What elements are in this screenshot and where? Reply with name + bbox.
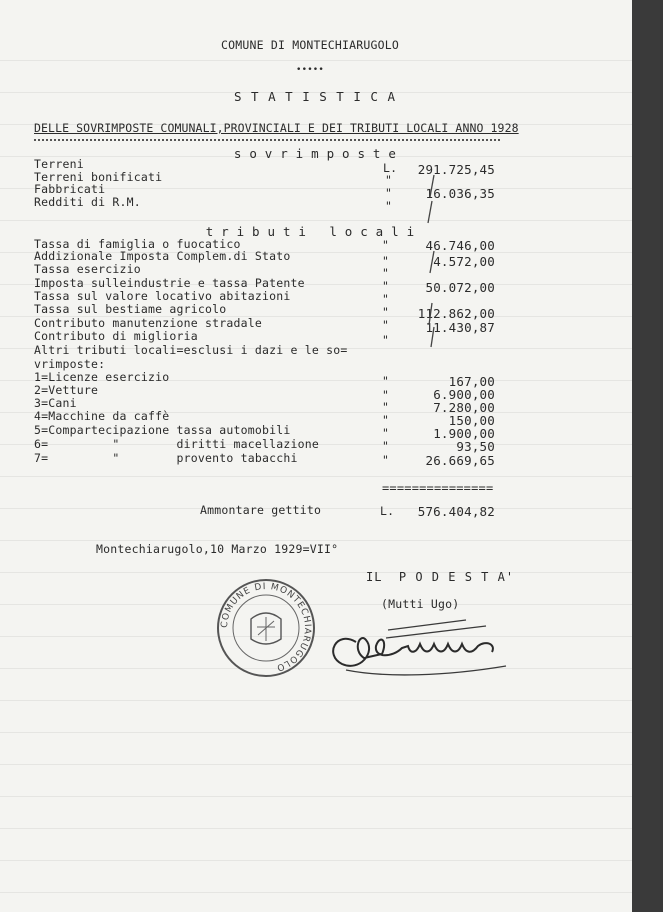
row-amount: 26.669,65 — [425, 453, 495, 468]
row-label: 7= " provento tabacchi — [34, 451, 298, 465]
row-label: 5=Compartecipazione tassa automobili — [34, 423, 291, 437]
row-label: 4=Macchine da caffè — [34, 409, 170, 423]
row-amount: 11.430,87 — [425, 320, 495, 335]
row-amount: 16.036,35 — [425, 186, 495, 201]
pencil-check-marks — [410, 165, 450, 475]
row-amount: 4.572,00 — [433, 254, 495, 269]
row-amount: 6.900,00 — [433, 387, 495, 402]
document-title: S T A T I S T I C A — [234, 89, 396, 104]
row-currency: " — [382, 413, 390, 427]
handwritten-signature — [316, 597, 516, 690]
row-label: Contributo di miglioria — [34, 329, 198, 343]
row-currency: " — [382, 439, 390, 453]
row-currency: " — [382, 305, 390, 319]
row-label: 1=Licenze esercizio — [34, 370, 170, 384]
separator-line: =============== — [382, 481, 494, 495]
row-label: Contributo manutenzione stradale — [34, 316, 262, 330]
row-label: Addizionale Imposta Complem.di Stato — [34, 249, 291, 263]
row-amount: 93,50 — [456, 439, 495, 454]
row-amount: 46.746,00 — [425, 238, 495, 253]
row-currency: L. — [383, 161, 398, 175]
row-currency: " — [382, 453, 390, 467]
row-currency: " — [382, 292, 390, 306]
row-amount: 1.900,00 — [433, 426, 495, 441]
row-currency: " — [385, 199, 393, 213]
row-currency: " — [382, 238, 390, 252]
sovrimposte-heading: s o v r i m p o s t e — [233, 146, 397, 161]
row-label: 2=Vetture — [34, 383, 99, 397]
row-amount: 291.725,45 — [417, 162, 495, 177]
row-label: Tassa esercizio — [34, 262, 141, 276]
row-amount: 112.862,00 — [417, 306, 495, 321]
row-currency: " — [385, 186, 393, 200]
row-label: Tassa sul bestiame agricolo — [34, 302, 227, 316]
row-label: Terreni — [34, 157, 84, 171]
podesta-name: (Mutti Ugo) — [381, 597, 460, 611]
comune-heading: COMUNE DI MONTECHIARUGOLO — [220, 38, 400, 52]
tributi-heading: t r i b u t i l o c a l i — [205, 224, 415, 239]
row-label: Terreni bonificati — [34, 170, 163, 184]
place-date: Montechiarugolo,10 Marzo 1929=VII° — [96, 542, 339, 556]
document-subtitle: DELLE SOVRIMPOSTE COMUNALI,PROVINCIALI E DEI TRIBUTI LOCALI ANNO 1928 — [34, 121, 519, 135]
row-amount: 167,00 — [448, 374, 495, 389]
row-label: 6= " diritti macellazione — [34, 437, 319, 451]
total-currency: L. — [380, 504, 395, 518]
row-currency: " — [382, 374, 390, 388]
header-ornament: ••••• — [295, 65, 325, 75]
row-amount: 7.280,00 — [433, 400, 495, 415]
row-label: Tassa di famiglia o fuocatico — [34, 237, 241, 251]
row-currency: " — [385, 173, 393, 187]
row-label: Tassa sul valore locativo abitazioni — [34, 289, 291, 303]
row-amount: 150,00 — [448, 413, 495, 428]
row-label: Altri tributi locali=esclusi i dazi e le so= — [34, 343, 348, 357]
row-currency: " — [382, 400, 390, 414]
row-currency: " — [382, 279, 390, 293]
row-currency: " — [382, 266, 390, 280]
row-label: Imposta sulleindustrie e tassa Patente — [34, 276, 305, 290]
row-currency: " — [382, 333, 390, 347]
podesta-title: IL P O D E S T A' — [366, 570, 515, 584]
municipal-seal — [215, 577, 317, 679]
total-amount: 576.404,82 — [417, 504, 495, 519]
row-currency: " — [382, 426, 390, 440]
row-currency: " — [382, 254, 390, 268]
total-label: Ammontare gettito — [200, 503, 322, 517]
row-amount: 50.072,00 — [425, 280, 495, 295]
row-label: Redditi di R.M. — [34, 195, 141, 209]
row-currency: " — [382, 388, 390, 402]
seal-legend: COMUNE DI MONTECHIARUGOLO — [219, 581, 313, 673]
row-label: Fabbricati — [34, 182, 106, 196]
row-label: 3=Cani — [34, 396, 77, 410]
row-currency: " — [382, 318, 390, 332]
dotted-rule — [34, 139, 500, 141]
row-label: vrimposte: — [34, 357, 106, 371]
